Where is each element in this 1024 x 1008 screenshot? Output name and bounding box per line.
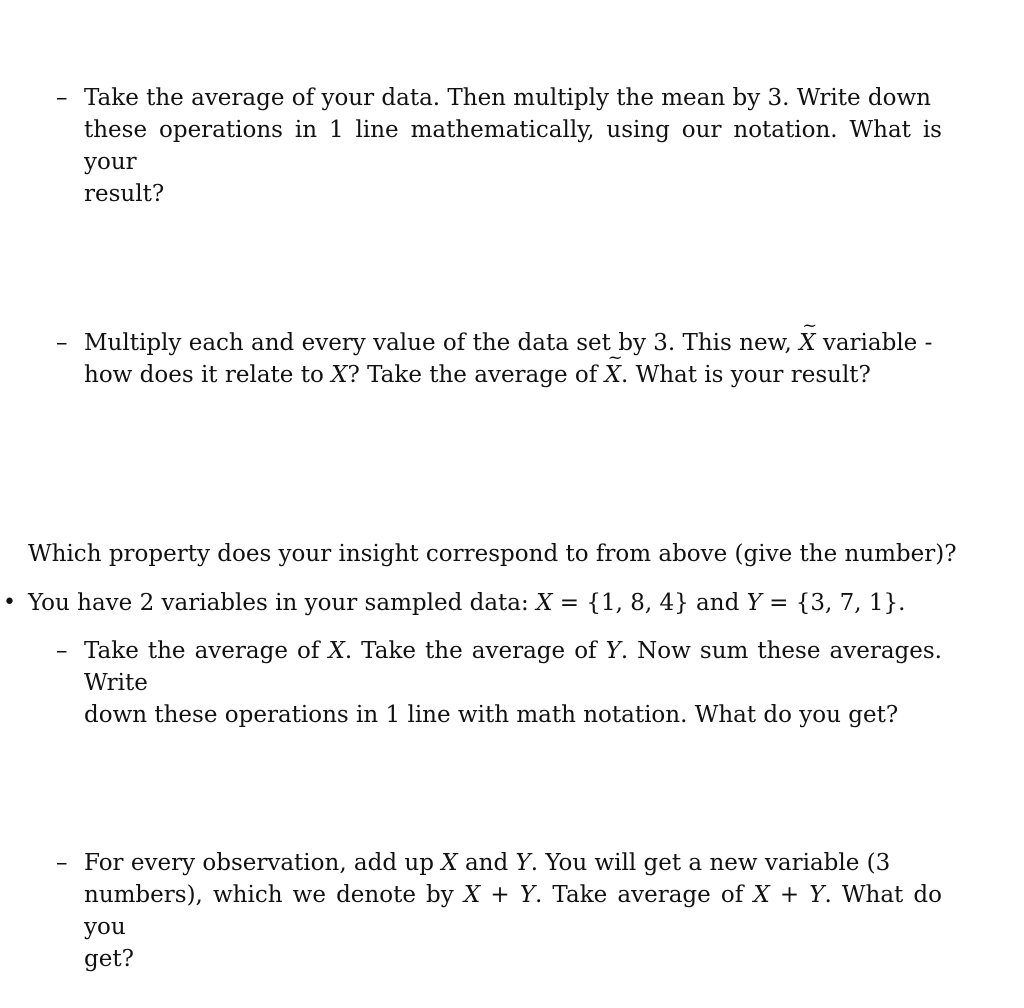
text-line bbox=[84, 879, 942, 943]
text-span: and bbox=[457, 850, 516, 876]
math-set-y: = {3, 7, 1}. bbox=[761, 590, 906, 616]
text-span: . Now sum these averages. Write bbox=[84, 638, 942, 696]
paragraph bbox=[84, 847, 942, 975]
text-line: get? bbox=[84, 946, 134, 972]
text-span: how does it relate to bbox=[84, 362, 332, 388]
bullet-marker: • bbox=[3, 590, 16, 615]
text-span: For every observation, add up bbox=[84, 850, 442, 876]
text-span: . What do you bbox=[84, 882, 942, 940]
text-line: these operations in 1 line mathematically, using our notation. What is your bbox=[84, 117, 942, 175]
math-x: X bbox=[463, 882, 481, 908]
text-span: ? Take the average of bbox=[347, 362, 605, 388]
text-line bbox=[84, 847, 942, 879]
math-plus: + bbox=[480, 882, 520, 908]
math-x: X bbox=[441, 850, 458, 876]
text-line bbox=[84, 359, 942, 391]
text-line: down these operations in 1 line with math notation. What do you get? bbox=[84, 702, 899, 728]
math-x: X bbox=[753, 882, 770, 908]
text-line bbox=[84, 635, 942, 699]
paragraph bbox=[84, 327, 942, 391]
text-span: numbers), which we denote by bbox=[84, 882, 464, 908]
math-set-x: = {1, 8, 4} and bbox=[552, 590, 747, 616]
math-x: X bbox=[536, 590, 553, 616]
math-y: Y bbox=[519, 882, 535, 908]
paragraph bbox=[84, 82, 942, 210]
math-y: Y bbox=[515, 850, 531, 876]
math-y: Y bbox=[809, 882, 825, 908]
text-span: Multiply each and every value of the data set by 3. This new, bbox=[84, 330, 800, 356]
math-x: X bbox=[328, 638, 345, 664]
text-line bbox=[84, 327, 942, 359]
text-line bbox=[28, 587, 978, 619]
dash-marker: – bbox=[56, 85, 68, 111]
text-span: . Take average of bbox=[535, 882, 754, 908]
paragraph bbox=[84, 635, 942, 731]
text-span: . What is your result? bbox=[620, 362, 871, 388]
text-span: Take the average of bbox=[84, 638, 329, 664]
math-x-tilde: ~ X bbox=[799, 327, 815, 359]
math-y: Y bbox=[746, 590, 762, 616]
dash-marker: – bbox=[56, 330, 68, 356]
text-span: . Take the average of bbox=[344, 638, 606, 664]
math-plus: + bbox=[769, 882, 810, 908]
math-x-tilde: ~ X bbox=[605, 359, 621, 391]
dash-marker: – bbox=[56, 850, 68, 876]
math-y: Y bbox=[605, 638, 621, 664]
text-span: variable - bbox=[815, 330, 933, 356]
text-span: . You will get a new variable (3 bbox=[530, 850, 891, 876]
text-span: You have 2 variables in your sampled data: bbox=[28, 590, 537, 616]
dash-marker: – bbox=[56, 638, 68, 664]
math-x: X bbox=[331, 362, 348, 388]
text-line: Which property does your insight correspond to from above (give the number)? bbox=[28, 541, 957, 567]
text-line: Take the average of your data. Then multiply the mean by 3. Write down bbox=[84, 85, 931, 111]
text-line: result? bbox=[84, 181, 165, 207]
